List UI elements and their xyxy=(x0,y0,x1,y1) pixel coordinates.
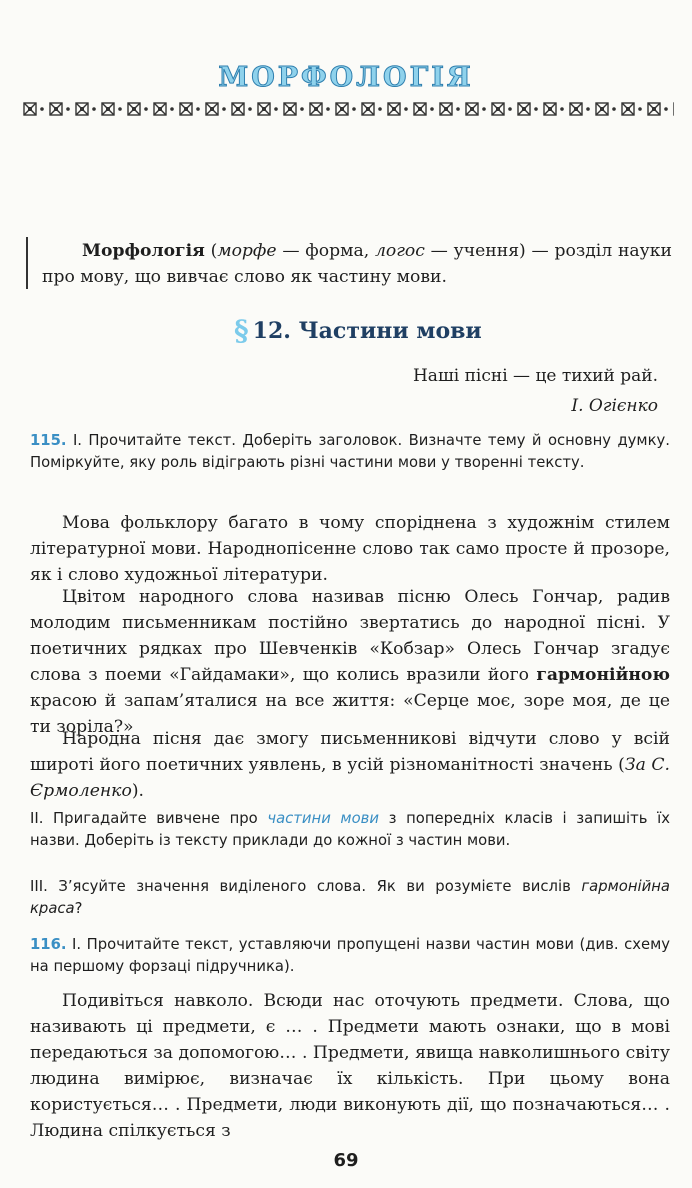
task-text: І. Прочитайте текст. Доберіть заголовок. Визначте тему й основну думку. Поміркуйте, яку роль відіграють різні частини мови у творенні тексту. xyxy=(30,432,670,471)
text-span: красою й запам’яталися на все життя: «Серце моє, зоре моя, де це ти зоріла?» xyxy=(30,691,670,737)
section-heading xyxy=(234,314,482,347)
definition-text: ( xyxy=(204,241,218,261)
epigraph-author: І. Огієнко xyxy=(571,396,658,416)
text-paragraph xyxy=(30,726,670,804)
text-paragraph: Мова фольклору багато в чому споріднена з художнім стилем літературної мови. Народнопісенне слово так само просте й прозоре, як і слово художньої літератури. xyxy=(30,513,670,585)
chapter-title: МОРФОЛОГІЯ xyxy=(218,62,474,93)
page-number: 69 xyxy=(333,1150,359,1171)
text-span: ). xyxy=(131,781,144,801)
phrase: гармонійна краса xyxy=(30,878,670,917)
text-span: Цвітом народного слова називав пісню Олесь Гончар, радив молодим письменникам постійно звертатись до народної пісні. У поетичних рядках про Шевченків «Кобзар» Олесь Гончар згадує слова з поеми «Гайдамаки», що колись вразили його xyxy=(30,587,670,685)
epigraph-quote: Наші пісні — це тихий рай. xyxy=(412,366,658,386)
task-text: ? xyxy=(74,900,83,917)
highlighted-word: гармонійною xyxy=(536,665,670,685)
task-text: ІІ. Пригадайте вивчене про xyxy=(30,810,268,827)
reference-link[interactable]: частини мови xyxy=(267,810,379,827)
source-reference: За С. Єрмоленко xyxy=(30,755,670,801)
text-paragraph xyxy=(30,584,670,740)
task-116-instruction xyxy=(30,934,670,978)
task-number: 116. xyxy=(30,936,67,953)
task-115-part-3 xyxy=(30,876,670,920)
greek-word: морфе xyxy=(217,241,277,261)
task-text: з попередніх класів і запишіть їх назви. Доберіть із тексту приклади до кожної з частин мови. xyxy=(30,810,670,849)
definition-text: — учення) — розділ науки про мову, що вивчає слово як частину мови. xyxy=(42,241,672,287)
task-number: 115. xyxy=(30,432,67,449)
greek-word: логос xyxy=(374,241,425,261)
task-115-part-2 xyxy=(30,808,670,852)
task-text: І. Прочитайте текст, уставляючи пропущені назви частин мови (див. схему на першому форзаці підручника). xyxy=(30,936,670,975)
definition-text: — форма, xyxy=(276,241,375,261)
section-sign-icon: § xyxy=(234,314,249,347)
task-115-instruction xyxy=(30,430,670,474)
text-span: Народна пісня дає змогу письменникові відчути слово у всій широті його поетичних уявлень, в усій різноманітності значень ( xyxy=(30,729,670,775)
section-title: 12. Частини мови xyxy=(252,318,482,344)
ornament-border xyxy=(22,101,674,117)
task-text: ІІІ. З’ясуйте значення виділеного слова. Як ви розумієте вислів xyxy=(30,878,582,895)
definition xyxy=(42,238,672,290)
definition-term: Морфологія xyxy=(82,241,205,261)
definition-marker xyxy=(26,237,28,289)
text-paragraph: Подивіться навколо. Всюди нас оточують предмети. Слова, що називають ці предмети, є … . Предмети мають ознаки, що в мові передаються за допомогою… . Предмети, явища навколишнього світу людина вимірює, визначає їх кількість. При цьому вона користується… . Предмети, люди виконують дії, що позначаються… . Людина спілкується з xyxy=(30,991,670,1141)
